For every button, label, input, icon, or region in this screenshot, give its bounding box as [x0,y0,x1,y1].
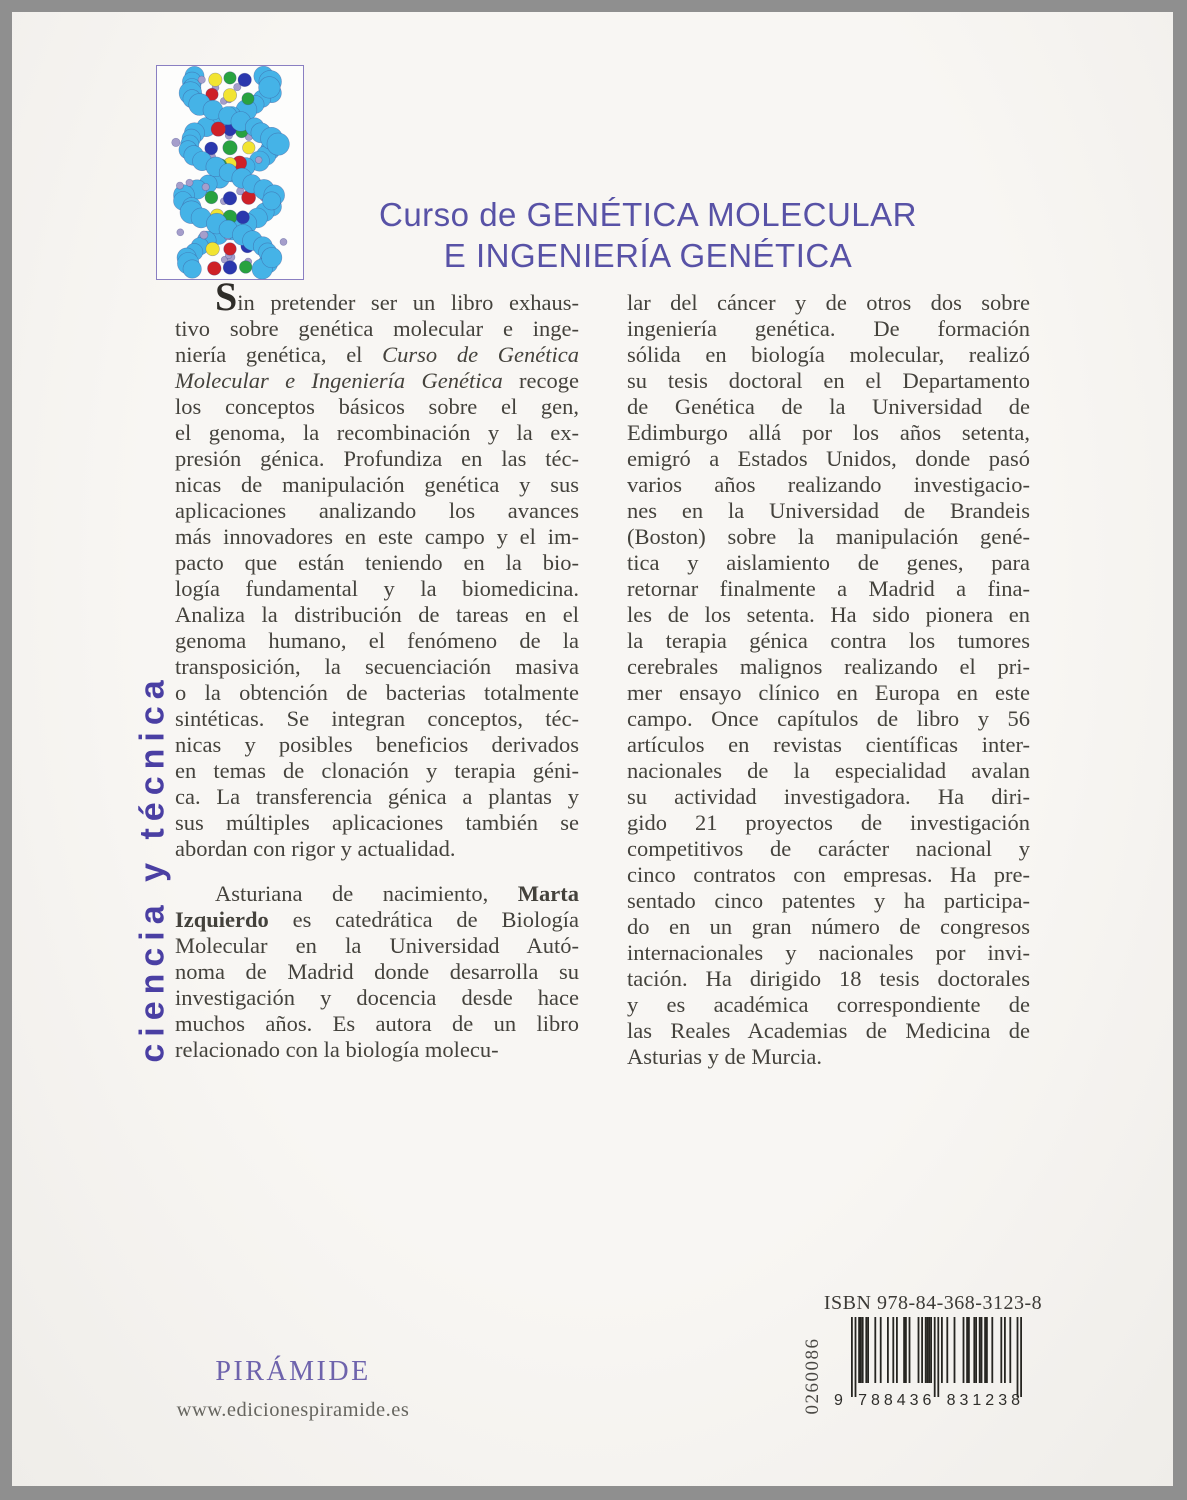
text-line: o la obtención de bacterias totalmente [175,680,579,705]
text-line: pacto que están teniendo en la bio- [175,550,579,575]
text-line: investigación y docencia desde hace [175,985,579,1010]
text-line: aplicaciones analizando los avances [175,498,579,523]
text-line: las Reales Academias de Medicina de [627,1018,1030,1043]
text-line: sintéticas. Se integran conceptos, téc- [175,706,579,731]
barcode-bars [851,1317,1022,1397]
isbn-label: ISBN 978-84-368-3123-8 [823,1292,1043,1314]
series-band-label: ciencia y técnica [133,673,172,1063]
author-bio-continued-paragraph [627,290,1030,1070]
text-line: noma de Madrid donde desarrolla su [175,959,579,984]
text-line: Asturiana de nacimiento, Marta [215,881,579,906]
text-line: abordan con rigor y actualidad. [175,836,456,861]
text-line: ingeniería genética. De formación [627,316,1030,341]
text-line: mer ensayo clínico en Europa en este [627,680,1030,705]
text-line: ca. La transferencia génica a plantas y [175,784,579,809]
text-line: sentado cinco patentes y ha participa- [627,888,1030,913]
text-line: nes en la Universidad de Brandeis [627,498,1030,523]
text-line: nacionales de la especialidad avalan [627,758,1030,783]
text-line: en temas de clonación y terapia géni- [175,758,579,783]
text-line: lar del cáncer y de otros dos sobre [627,290,1030,315]
barcode-digit-group: 9 [834,1392,847,1409]
text-line: de Genética de la Universidad de [627,394,1030,419]
text-line: gido 21 proyectos de investigación [627,810,1030,835]
right-text-column [627,290,1030,1089]
barcode-digit-group: 831238 [946,1392,1024,1409]
text-line: Molecular en la Universidad Autó- [175,933,579,958]
text-line: Sin pretender ser un libro exhaus- [215,274,579,319]
text-line: campo. Once capítulos de libro y 56 [627,706,1030,731]
text-line: genoma humano, el fenómeno de la [175,628,579,653]
text-line: el genoma, la recombinación y la ex- [175,420,579,445]
text-line: Molecular e Ingeniería Genética recoge [175,368,580,393]
barcode-digits [834,1392,1024,1410]
text-line: internacionales y nacionales por invi- [627,940,1030,965]
text-line: artículos en revistas científicas inter- [627,732,1030,757]
text-line: tivo sobre genética molecular e inge- [175,316,579,341]
publisher-website: www.edicionespiramide.es [176,1399,410,1421]
edition-side-code: 0260086 [802,1337,823,1415]
text-line: más innovadores en este campo y el im- [175,524,579,549]
book-title [291,194,1005,276]
text-line: presión génica. Profundiza en las téc- [175,446,579,471]
text-line: nicas y posibles beneficios derivados [175,732,579,757]
text-line: relacionado con la biología molecu- [175,1037,499,1062]
left-text-column [175,274,580,1082]
text-line: cinco contratos con empresas. Ha pre- [627,862,1030,887]
text-line: varios años realizando investigacio- [627,472,1030,497]
text-line: logía fundamental y la biomedicina. [175,576,579,601]
text-line: los conceptos básicos sobre el gen, [175,394,579,419]
text-line: do en un gran número de congresos [627,914,1030,939]
text-line: Edimburgo allá por los años setenta, [627,420,1030,445]
text-line: emigró a Estados Unidos, donde pasó [627,446,1030,471]
publisher-logo-text: PIRÁMIDE [215,1356,371,1387]
barcode-digit-group: 788436 [858,1392,936,1409]
text-line: su actividad investigadora. Ha diri- [627,784,1030,809]
text-line: la terapia génica contra los tumores [627,628,1030,653]
text-line: nicas de manipulación genética y sus [175,472,579,497]
text-line: Asturias y de Murcia. [627,1044,822,1069]
synopsis-paragraph [175,274,580,862]
text-line: retornar finalmente a Madrid a fina- [627,576,1030,601]
dna-model-image [157,66,303,279]
book-title-line-1: Curso de GENÉTICA MOLECULAR [379,196,917,233]
text-line: les de los setenta. Ha sido pionera en [627,602,1030,627]
text-line: su tesis doctoral en el Departamento [627,368,1030,393]
text-line: Izquierdo es catedrática de Biología [175,907,579,932]
dna-figure [156,65,304,280]
text-line: (Boston) sobre la manipulación gené- [627,524,1030,549]
text-line: y es académica correspondiente de [627,992,1030,1017]
text-line: cerebrales malignos realizando el pri- [627,654,1030,679]
ean13-barcode [851,1317,1022,1397]
text-line: niería genética, el Curso de Genética [175,342,580,367]
text-line: sólida en biología molecular, realizó [627,342,1030,367]
text-line: transposición, la secuenciación masiva [175,654,579,679]
text-line: tica y aislamiento de genes, para [627,550,1030,575]
text-line: muchos años. Es autora de un libro [175,1011,579,1036]
text-line: competitivos de carácter nacional y [627,836,1030,861]
text-line: Analiza la distribución de tareas en el [175,602,579,627]
text-line: tación. Ha dirigido 18 tesis doctorales [627,966,1030,991]
author-bio-paragraph [175,881,579,1063]
text-line: sus múltiples aplicaciones también se [175,810,579,835]
book-title-line-2: E INGENIERÍA GENÉTICA [443,237,853,274]
